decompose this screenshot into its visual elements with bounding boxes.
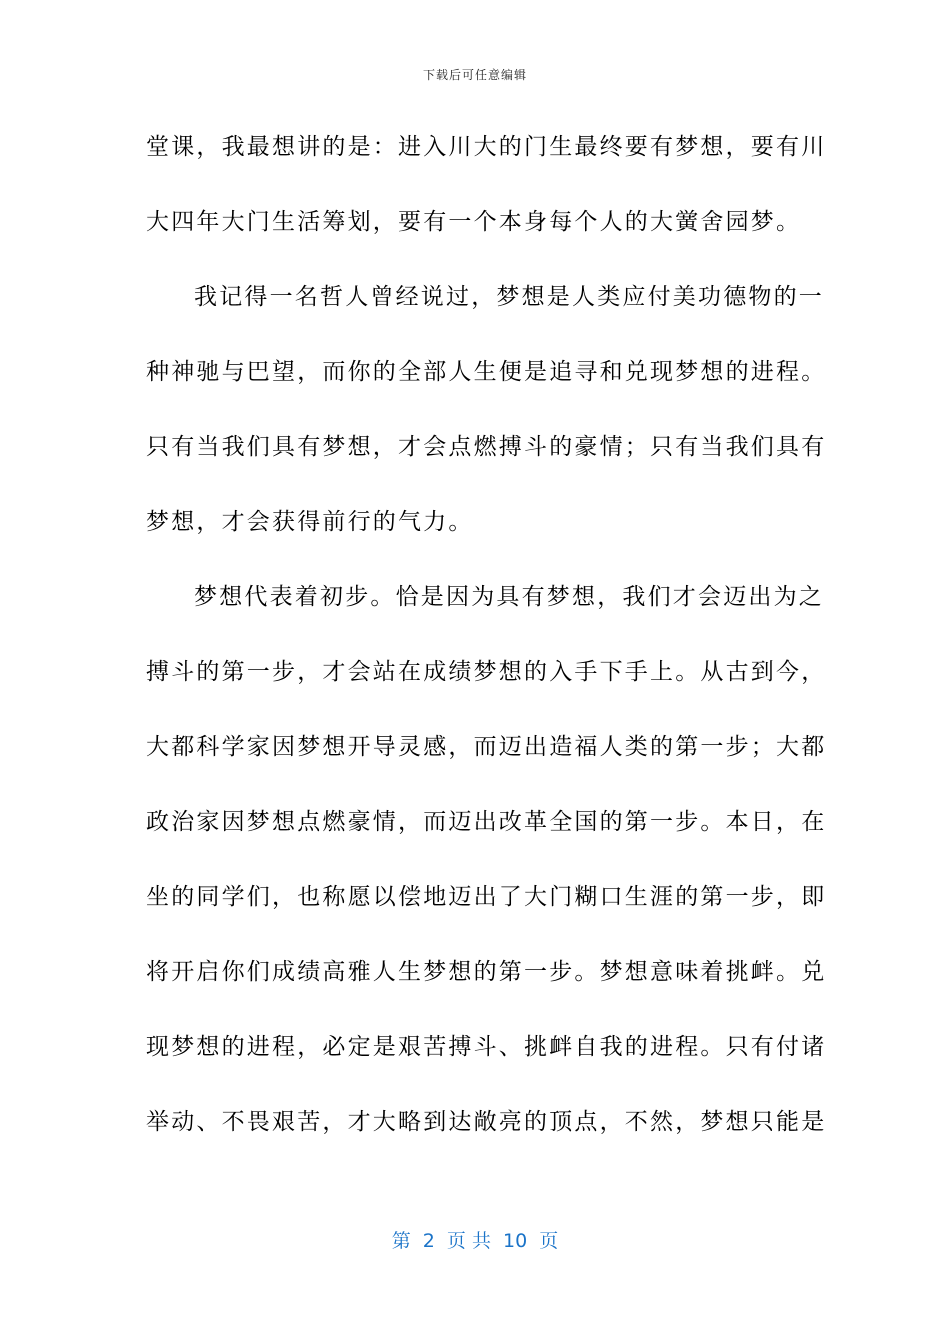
text-line: 现梦想的进程，必定是艰苦搏斗、挑衅自我的进程。只有付诸 bbox=[146, 1034, 827, 1060]
text-line: 堂课，我最想讲的是：进入川大的门生最终要有梦想，要有川 bbox=[146, 134, 827, 160]
text-line: 大都科学家因梦想开导灵感，而迈出造福人类的第一步；大都 bbox=[146, 734, 827, 760]
page-number-footer: 第 2 页 共 10 页 bbox=[391, 1230, 559, 1252]
text-line: 种神驰与巴望，而你的全部人生便是追寻和兑现梦想的进程。 bbox=[146, 359, 827, 385]
text-line: 搏斗的第一步，才会站在成绩梦想的入手下手上。从古到今， bbox=[146, 659, 827, 685]
page-header: 下载后可任意编辑 bbox=[422, 68, 527, 82]
text-line: 梦想代表着初步。恰是因为具有梦想，我们才会迈出为之 bbox=[194, 584, 824, 610]
text-line: 梦想，才会获得前行的气力。 bbox=[146, 509, 474, 535]
text-line: 坐的同学们，也称愿以偿地迈出了大门糊口生涯的第一步，即 bbox=[146, 884, 827, 910]
text-line: 举动、不畏艰苦，才大略到达敞亮的顶点，不然，梦想只能是 bbox=[146, 1109, 827, 1135]
text-line: 政治家因梦想点燃豪情，而迈出改革全国的第一步。本日，在 bbox=[146, 809, 827, 835]
text-line: 只有当我们具有梦想，才会点燃搏斗的豪情；只有当我们具有 bbox=[146, 434, 827, 460]
text-line: 大四年大门生活筹划，要有一个本身每个人的大黉舍园梦。 bbox=[146, 209, 802, 235]
text-line: 将开启你们成绩高雅人生梦想的第一步。梦想意味着挑衅。兑 bbox=[146, 959, 827, 985]
text-line: 我记得一名哲人曾经说过，梦想是人类应付美功德物的一 bbox=[194, 284, 824, 310]
document-body bbox=[146, 128, 827, 1178]
